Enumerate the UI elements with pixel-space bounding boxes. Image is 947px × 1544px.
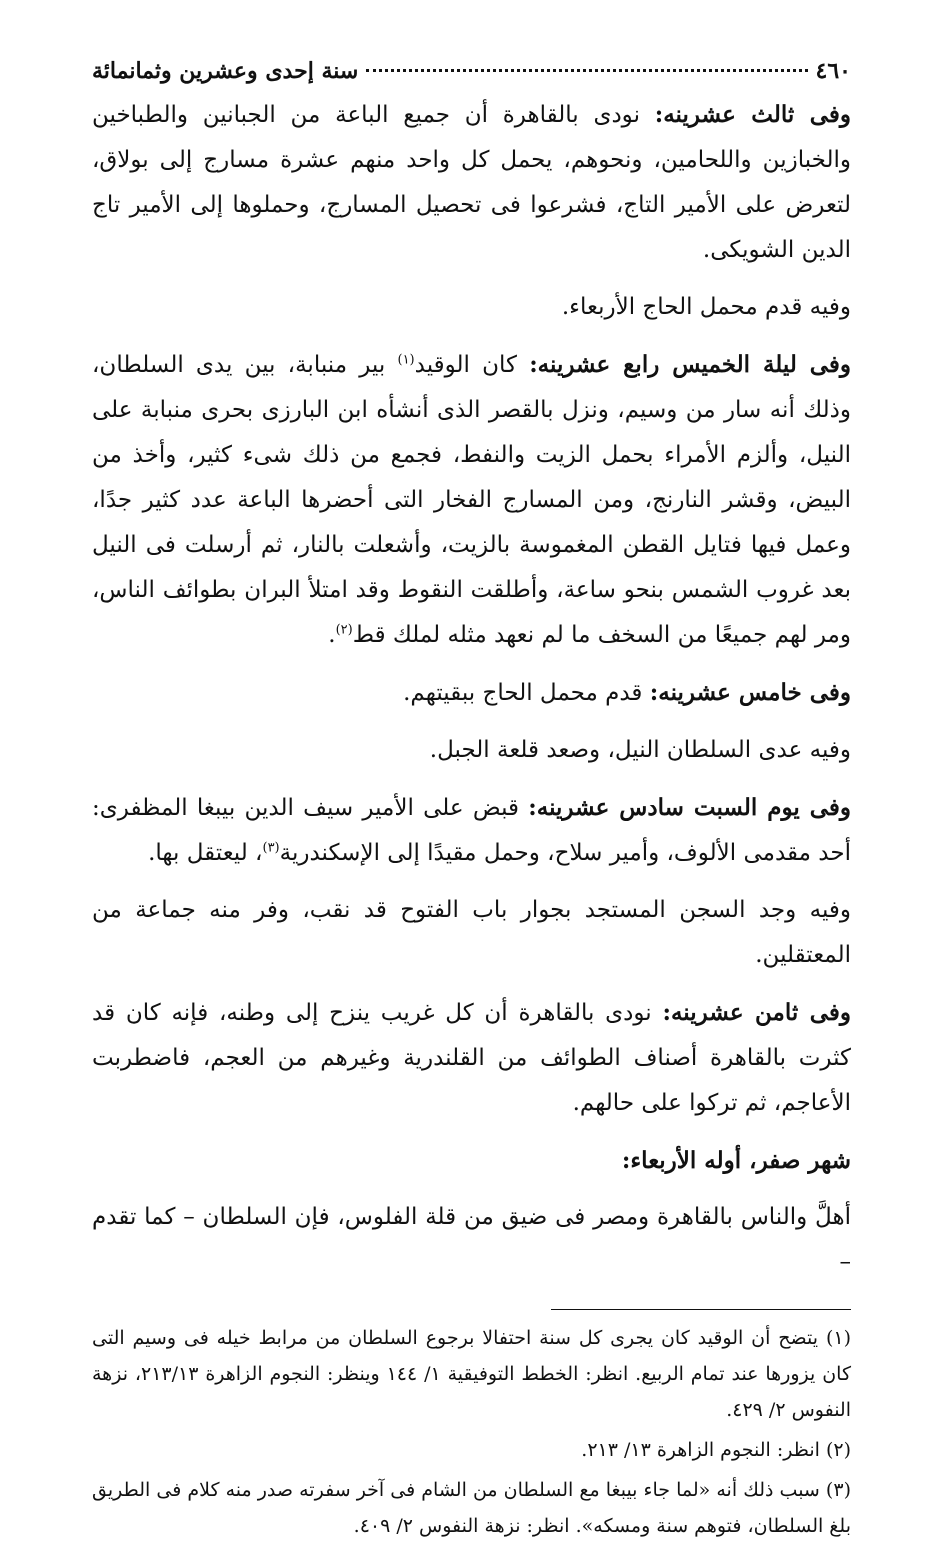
footnote-ref-1[interactable]: (١) (397, 352, 415, 368)
main-text (92, 92, 851, 1285)
footnote-2: (٢) انظر: النجوم الزاهرة ١٣/ ٢١٣. (581, 1439, 851, 1461)
paragraph-lead: وفى خامس عشرينه: (649, 679, 851, 706)
month-heading (92, 1138, 851, 1183)
paragraph-lead: وفى ثالث عشرينه: (654, 101, 851, 128)
header-dotted-leader (366, 69, 807, 72)
paragraph-text: بير منبابة، بين يدى السلطان، وذلك أنه سار من وسيم، ونزل بالقصر الذى أنشأه ابن البارزى بحرى منبابة على النيل، وألزم الأمراء بحمل الزيت والنفط، فجمع من ذلك شىء كثير، وأخذ من البيض، وقشر النارنج، ومن المسارج الفخار التى أحضرها الباعة عدد كثير جدًا، وعمل فيها فتايل القطن المغموسة بالزيت، وأشعلت بالنار، ثم أرسلت فى النيل بعد غروب الشمس بنحو ساعة، وأطلقت النقوط وقد امتلأ البران بطوائف الناس، ومر لهم جميعًا من السخف ما لم نعهد مثله لملك قط (92, 352, 851, 648)
paragraph-lead: وفى ليلة الخميس رابع عشرينه: (529, 351, 852, 378)
footnote-ref-3[interactable]: (٣) (262, 840, 280, 856)
paragraph-text: نودى بالقاهرة أن كل غريب ينزح إلى وطنه، فإنه كان قد كثرت بالقاهرة أصناف الطوائف من القلندرية وغيرهم من العجم، فاضطربت الأعاجم، ثم تركوا على حالهم. (92, 1000, 851, 1116)
footnote-ref-2[interactable]: (٢) (335, 622, 353, 638)
paragraph-text: . (328, 622, 336, 648)
running-title: سنة إحدى وعشرين وثمانمائة (92, 58, 359, 84)
footnote-3: (٣) سبب ذلك أنه «لما جاء بيبغا مع السلطان من الشام فى آخر سفرته صدر منه كلام فى الطريق بلغ السلطان، فتوهم سنة ومسكه». انظر: نزهة النفوس ٢/ ٤٠٩. (92, 1479, 851, 1537)
paragraph-text: وفيه عدى السلطان النيل، وصعد قلعة الجبل. (429, 737, 851, 763)
paragraph-2 (92, 285, 851, 330)
paragraph-lead: وفى يوم السبت سادس عشرينه: (528, 794, 851, 821)
paragraph-text: ، ليعتقل بها. (148, 840, 263, 866)
paragraph-text: كان الوقيد (414, 352, 530, 378)
paragraph-1 (92, 92, 851, 273)
paragraph-5 (92, 728, 851, 773)
footnote-separator (551, 1309, 851, 1310)
paragraph-3 (92, 342, 851, 658)
page-number: ٤٦٠ (815, 58, 851, 84)
paragraph-9 (92, 1195, 851, 1285)
page-header (92, 56, 851, 86)
paragraph-8 (92, 990, 851, 1126)
month-heading-text: شهر صفر، أوله الأربعاء: (621, 1147, 851, 1174)
footnotes (92, 1320, 851, 1544)
paragraph-6 (92, 785, 851, 876)
paragraph-4 (92, 670, 851, 716)
paragraph-text: أهلَّ والناس بالقاهرة ومصر فى ضيق من قلة الفلوس، فإن السلطان – كما تقدم – (92, 1204, 851, 1275)
paragraph-7 (92, 888, 851, 978)
paragraph-text: وفيه قدم محمل الحاج الأربعاء. (561, 294, 851, 320)
paragraph-text: قدم محمل الحاج ببقيتهم. (403, 680, 650, 706)
paragraph-text: نودى بالقاهرة أن جميع الباعة من الجبانين والطباخين والخبازين واللحامين، ونحوهم، يحمل كل واحد منهم عشرة مسارج إلى بولاق، لتعرض على الأمير التاج، فشرعوا فى تحصيل المسارج، وحملوها إلى الأمير تاج الدين الشويكى. (92, 102, 851, 263)
paragraph-lead: وفى ثامن عشرينه: (662, 999, 852, 1026)
paragraph-text: وفيه وجد السجن المستجد بجوار باب الفتوح قد نقب، وفر منه جماعة من المعتقلين. (92, 897, 851, 968)
paragraph-text: قبض على الأمير سيف الدين بيبغا المظفرى: أحد مقدمى الألوف، وأمير سلاح، وحمل مقيدًا إلى الإسكندرية (92, 795, 851, 866)
footnote-1: (١) يتضح أن الوقيد كان يجرى كل سنة احتفالا برجوع السلطان من مرابط خيله فى وسيم التى كان يزورها عند تمام الربيع. انظر: الخطط التوفيقية ١/ ١٤٤ وينظر: النجوم الزاهرة ٢١٣/١٣، نزهة النفوس ٢/ ٤٢٩. (92, 1327, 851, 1421)
